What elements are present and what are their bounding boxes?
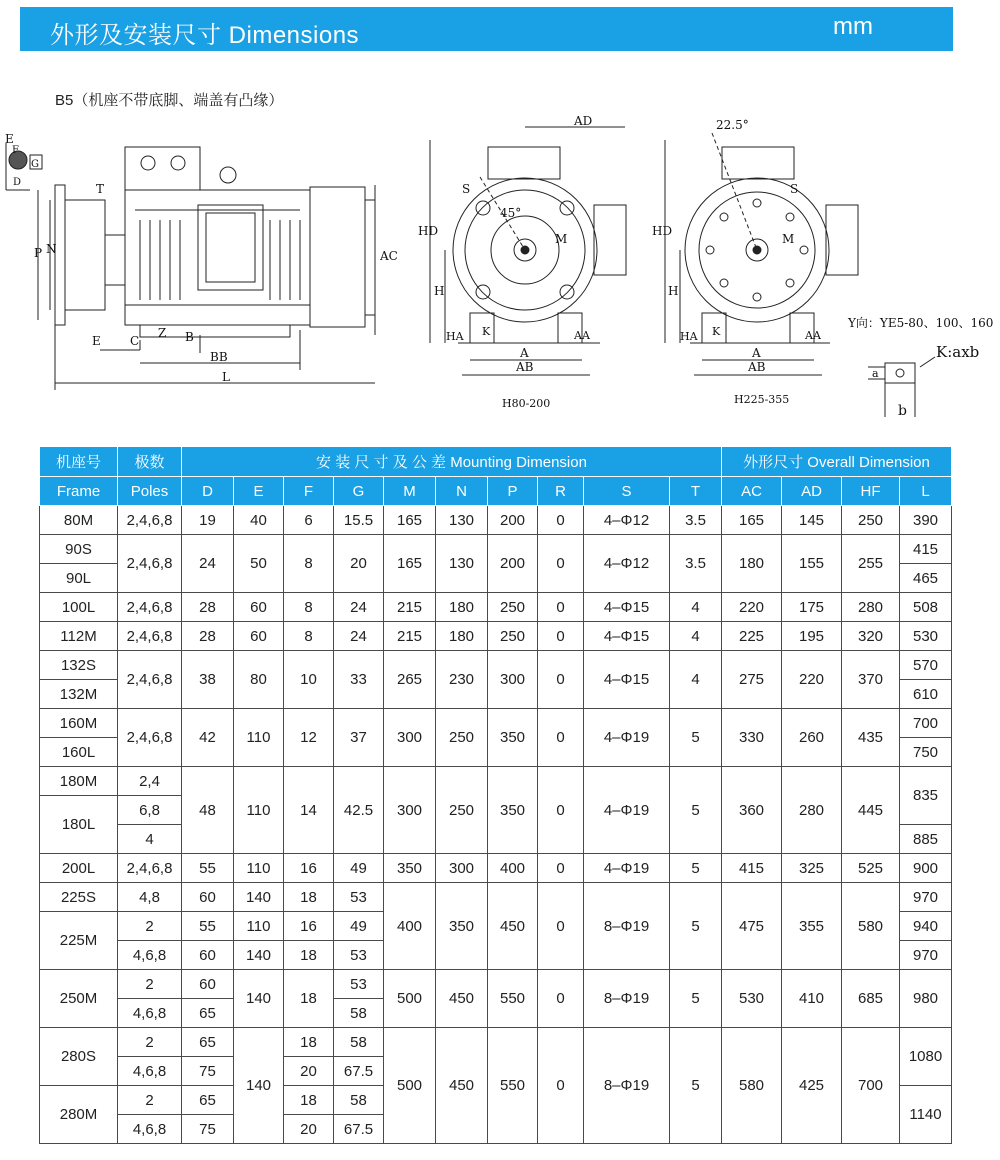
label-b: B (185, 330, 194, 344)
table-cell: 350 (436, 883, 488, 970)
caption-h225-355: H225-355 (734, 393, 790, 406)
dimension-table (39, 446, 952, 1144)
table-cell: 42.5 (334, 767, 384, 854)
table-row (40, 651, 952, 680)
table-cell: 580 (842, 883, 900, 970)
table-cell: 250 (436, 767, 488, 854)
table-cell: 508 (900, 593, 952, 622)
table-cell: 49 (334, 912, 384, 941)
table-cell: 415 (900, 535, 952, 564)
table-cell: 180M (40, 767, 118, 796)
table-cell: 4–Φ12 (584, 506, 670, 535)
header-overall: 外形尺寸 Overall Dimension (722, 447, 952, 477)
table-cell: 8 (284, 593, 334, 622)
label-k-2: K (712, 325, 721, 338)
table-cell: 53 (334, 941, 384, 970)
table-cell: 265 (384, 651, 436, 709)
table-cell: 255 (842, 535, 900, 593)
table-cell: 280M (40, 1086, 118, 1144)
table-cell: 250 (842, 506, 900, 535)
table-cell: 940 (900, 912, 952, 941)
table-cell: 16 (284, 912, 334, 941)
table-cell: 53 (334, 883, 384, 912)
table-cell: 355 (782, 883, 842, 970)
unit-label: mm (833, 13, 873, 40)
table-cell: 970 (900, 941, 952, 970)
header-col: F (284, 477, 334, 506)
table-cell: 300 (384, 709, 436, 767)
label-aa-2: AA (805, 329, 821, 342)
table-cell: 0 (538, 709, 584, 767)
table-cell: 2,4,6,8 (118, 506, 182, 535)
table-cell: 55 (182, 854, 234, 883)
table-cell: 550 (488, 1028, 538, 1144)
dimension-drawing (0, 105, 1000, 435)
table-cell: 4,8 (118, 883, 182, 912)
table-cell: 685 (842, 970, 900, 1028)
table-cell: 400 (488, 854, 538, 883)
label-d: D (13, 177, 22, 188)
label-a-2: A (752, 346, 761, 360)
table-cell: 65 (182, 999, 234, 1028)
table-cell: 450 (436, 1028, 488, 1144)
header-col: S (584, 477, 670, 506)
table-cell: 250 (488, 622, 538, 651)
table-cell: 65 (182, 1028, 234, 1057)
table-row (40, 854, 952, 883)
header-mounting: 安 装 尺 寸 及 公 差 Mounting Dimension (182, 447, 722, 477)
table-cell: 280 (782, 767, 842, 854)
label-h: H (434, 284, 445, 298)
table-cell: 18 (284, 970, 334, 1028)
label-aa: AA (574, 329, 590, 342)
table-row (40, 593, 952, 622)
table-cell: 2 (118, 912, 182, 941)
table-cell: 60 (182, 941, 234, 970)
table-cell: 50 (234, 535, 284, 593)
table-cell: 165 (722, 506, 782, 535)
table-cell: 48 (182, 767, 234, 854)
table-cell: 4–Φ19 (584, 854, 670, 883)
table-cell: 610 (900, 680, 952, 709)
page-title: 外形及安装尺寸 Dimensions (50, 22, 360, 49)
table-cell: 80M (40, 506, 118, 535)
label-ha: HA (446, 330, 464, 343)
table-cell: 4 (670, 593, 722, 622)
table-cell: 525 (842, 854, 900, 883)
table-cell: 5 (670, 709, 722, 767)
table-cell: 0 (538, 883, 584, 970)
header-col: P (488, 477, 538, 506)
table-cell: 225M (40, 912, 118, 970)
table-cell: 49 (334, 854, 384, 883)
table-cell: 280 (842, 593, 900, 622)
label-ab: AB (516, 360, 534, 374)
table-cell: 2,4,6,8 (118, 593, 182, 622)
table-cell: 320 (842, 622, 900, 651)
table-cell: 90L (40, 564, 118, 593)
table-cell: 132S (40, 651, 118, 680)
table-cell: 390 (900, 506, 952, 535)
table-cell: 435 (842, 709, 900, 767)
table-cell: 350 (488, 709, 538, 767)
header-col: M (384, 477, 436, 506)
table-cell: 4–Φ12 (584, 535, 670, 593)
table-row (40, 506, 952, 535)
label-k: K (482, 325, 491, 338)
table-cell: 700 (842, 1028, 900, 1144)
table-cell: 60 (182, 883, 234, 912)
table-body (40, 506, 952, 1144)
table-cell: 140 (234, 941, 284, 970)
table-cell: 140 (234, 1028, 284, 1144)
label-n: N (46, 242, 57, 256)
table-cell: 4–Φ15 (584, 622, 670, 651)
table-cell: 200 (488, 506, 538, 535)
table-cell: 8–Φ19 (584, 883, 670, 970)
table-cell: 4–Φ15 (584, 651, 670, 709)
table-cell: 110 (234, 854, 284, 883)
header-frame-en: Frame (40, 477, 118, 506)
label-m-2: M (782, 232, 795, 246)
label-g: G (31, 159, 39, 170)
table-row (40, 767, 952, 796)
table-cell: 180L (40, 796, 118, 854)
table-cell: 20 (284, 1115, 334, 1144)
table-row (40, 535, 952, 564)
table-cell: 300 (488, 651, 538, 709)
table-cell: 24 (334, 593, 384, 622)
table-cell: 160M (40, 709, 118, 738)
table-cell: 175 (782, 593, 842, 622)
header-col: G (334, 477, 384, 506)
table-cell: 550 (488, 970, 538, 1028)
table-cell: 80 (234, 651, 284, 709)
header-poles-en: Poles (118, 477, 182, 506)
table-cell: 28 (182, 593, 234, 622)
table-cell: 24 (334, 622, 384, 651)
table-cell: 360 (722, 767, 782, 854)
label-angle-22-5: 22.5° (716, 118, 749, 132)
table-cell: 970 (900, 883, 952, 912)
label-hd-2: HD (652, 224, 673, 238)
header-col: D (182, 477, 234, 506)
table-cell: 6,8 (118, 796, 182, 825)
table-cell: 180 (436, 622, 488, 651)
table-cell: 110 (234, 912, 284, 941)
table-cell: 215 (384, 622, 436, 651)
table-cell: 570 (900, 651, 952, 680)
table-cell: 200L (40, 854, 118, 883)
table-row (40, 970, 952, 999)
table-cell: 20 (334, 535, 384, 593)
label-s-2: S (790, 182, 799, 196)
table-cell: 33 (334, 651, 384, 709)
label-a: A (520, 346, 529, 360)
table-cell: 37 (334, 709, 384, 767)
table-cell: 370 (842, 651, 900, 709)
table-cell: 500 (384, 1028, 436, 1144)
table-cell: 160L (40, 738, 118, 767)
table-cell: 220 (782, 651, 842, 709)
table-cell: 180 (436, 593, 488, 622)
table-cell: 165 (384, 535, 436, 593)
table-cell: 8–Φ19 (584, 1028, 670, 1144)
label-f: F (12, 145, 19, 156)
table-cell: 250M (40, 970, 118, 1028)
table-cell: 415 (722, 854, 782, 883)
table-cell: 350 (488, 767, 538, 854)
label-e: E (92, 334, 101, 348)
table-cell: 15.5 (334, 506, 384, 535)
table-cell: 20 (284, 1057, 334, 1086)
table-cell: 60 (234, 593, 284, 622)
table-cell: 225S (40, 883, 118, 912)
table-cell: 0 (538, 593, 584, 622)
table-cell: 4 (118, 825, 182, 854)
table-cell: 67.5 (334, 1115, 384, 1144)
table-row (40, 1028, 952, 1057)
table-cell: 580 (722, 1028, 782, 1144)
table-cell: 1080 (900, 1028, 952, 1086)
table-cell: 835 (900, 767, 952, 825)
table-cell: 40 (234, 506, 284, 535)
table-cell: 10 (284, 651, 334, 709)
table-cell: 42 (182, 709, 234, 767)
header-poles-cn: 极数 (118, 447, 182, 477)
table-cell: 24 (182, 535, 234, 593)
table-cell: 250 (488, 593, 538, 622)
table-cell: 2 (118, 970, 182, 999)
table-cell: 18 (284, 1086, 334, 1115)
side-view (6, 143, 375, 390)
table-cell: 110 (234, 709, 284, 767)
mount-type-subtitle: B5（机座不带底脚、端盖有凸缘） (55, 92, 284, 109)
header-col: L (900, 477, 952, 506)
table-cell: 530 (900, 622, 952, 651)
caption-h80-200: H80-200 (502, 397, 551, 410)
table-cell: 980 (900, 970, 952, 1028)
label-key-a: a (872, 367, 879, 380)
table-cell: 2,4,6,8 (118, 651, 182, 709)
table-cell: 28 (182, 622, 234, 651)
table-cell: 110 (234, 767, 284, 854)
table-cell: 8–Φ19 (584, 970, 670, 1028)
table-cell: 75 (182, 1115, 234, 1144)
table-cell: 0 (538, 651, 584, 709)
table-cell: 2,4,6,8 (118, 535, 182, 593)
table-cell: 58 (334, 999, 384, 1028)
table-cell: 67.5 (334, 1057, 384, 1086)
table-cell: 275 (722, 651, 782, 709)
label-t: T (96, 182, 105, 196)
table-cell: 1140 (900, 1086, 952, 1144)
table-cell: 75 (182, 1057, 234, 1086)
label-z: Z (158, 326, 167, 340)
label-m: M (555, 232, 568, 246)
table-cell: 58 (334, 1028, 384, 1057)
table-cell: 8 (284, 622, 334, 651)
table-cell: 112M (40, 622, 118, 651)
table-cell: 140 (234, 883, 284, 912)
table-cell: 4 (670, 622, 722, 651)
table-cell: 4–Φ19 (584, 767, 670, 854)
label-key-axb: K:axb (936, 343, 980, 361)
header-frame-cn: 机座号 (40, 447, 118, 477)
table-cell: 425 (782, 1028, 842, 1144)
table-cell: 200 (488, 535, 538, 593)
label-c: C (130, 334, 140, 348)
table-cell: 2,4,6,8 (118, 709, 182, 767)
header-col: HF (842, 477, 900, 506)
table-cell: 60 (234, 622, 284, 651)
table-cell: 475 (722, 883, 782, 970)
table-cell: 400 (384, 883, 436, 970)
table-cell: 325 (782, 854, 842, 883)
label-ab-2: AB (748, 360, 766, 374)
table-cell: 5 (670, 767, 722, 854)
table-cell: 5 (670, 883, 722, 970)
table-cell: 4,6,8 (118, 999, 182, 1028)
table-cell: 4–Φ15 (584, 593, 670, 622)
table-cell: 2 (118, 1028, 182, 1057)
table-cell: 5 (670, 1028, 722, 1144)
table-cell: 5 (670, 970, 722, 1028)
table-cell: 230 (436, 651, 488, 709)
table-cell: 6 (284, 506, 334, 535)
label-s: S (462, 182, 471, 196)
label-h-2: H (668, 284, 679, 298)
table-cell: 140 (234, 970, 284, 1028)
table-cell: 450 (488, 883, 538, 970)
table-cell: 3.5 (670, 506, 722, 535)
table-cell: 450 (436, 970, 488, 1028)
header-col: AC (722, 477, 782, 506)
table-cell: 900 (900, 854, 952, 883)
table-cell: 18 (284, 883, 334, 912)
table-cell: 280S (40, 1028, 118, 1086)
label-e-top: E (5, 132, 14, 146)
table-cell: 132M (40, 680, 118, 709)
table-cell: 250 (436, 709, 488, 767)
table-cell: 55 (182, 912, 234, 941)
table-cell: 65 (182, 1086, 234, 1115)
table-cell: 100L (40, 593, 118, 622)
table-row (40, 883, 952, 912)
label-ha-2: HA (680, 330, 698, 343)
table-cell: 300 (384, 767, 436, 854)
table-cell: 260 (782, 709, 842, 767)
table-cell: 53 (334, 970, 384, 999)
table-cell: 445 (842, 767, 900, 854)
table-cell: 145 (782, 506, 842, 535)
header-col: T (670, 477, 722, 506)
table-cell: 330 (722, 709, 782, 767)
table-cell: 4 (670, 651, 722, 709)
table-cell: 0 (538, 854, 584, 883)
table-cell: 90S (40, 535, 118, 564)
table-cell: 410 (782, 970, 842, 1028)
table-cell: 16 (284, 854, 334, 883)
table-cell: 155 (782, 535, 842, 593)
table-cell: 4–Φ19 (584, 709, 670, 767)
table-cell: 8 (284, 535, 334, 593)
label-ad: AD (574, 114, 593, 128)
table-cell: 350 (384, 854, 436, 883)
table-cell: 58 (334, 1086, 384, 1115)
table-cell: 215 (384, 593, 436, 622)
table-cell: 700 (900, 709, 952, 738)
y-direction-note: Y向：YE5-80、100、160 (848, 316, 994, 330)
table-cell: 0 (538, 1028, 584, 1144)
table-cell: 4,6,8 (118, 1057, 182, 1086)
table-cell: 195 (782, 622, 842, 651)
table-cell: 14 (284, 767, 334, 854)
table-cell: 130 (436, 506, 488, 535)
table-cell: 220 (722, 593, 782, 622)
label-key-b: b (898, 403, 907, 419)
table-cell: 5 (670, 854, 722, 883)
table-cell: 12 (284, 709, 334, 767)
table-cell: 3.5 (670, 535, 722, 593)
table-cell: 885 (900, 825, 952, 854)
label-bb: BB (210, 350, 228, 364)
table-cell: 0 (538, 622, 584, 651)
table-cell: 300 (436, 854, 488, 883)
table-cell: 18 (284, 1028, 334, 1057)
table-cell: 2,4 (118, 767, 182, 796)
table-row (40, 709, 952, 738)
label-p: P (34, 246, 43, 260)
table-cell: 2,4,6,8 (118, 622, 182, 651)
table-cell: 38 (182, 651, 234, 709)
table-cell: 19 (182, 506, 234, 535)
header-col: E (234, 477, 284, 506)
table-cell: 225 (722, 622, 782, 651)
table-cell: 180 (722, 535, 782, 593)
label-hd: HD (418, 224, 439, 238)
table-cell: 750 (900, 738, 952, 767)
table-cell: 60 (182, 970, 234, 999)
header-col: AD (782, 477, 842, 506)
table-cell: 130 (436, 535, 488, 593)
table-cell: 0 (538, 506, 584, 535)
table-cell: 4,6,8 (118, 941, 182, 970)
table-cell: 500 (384, 970, 436, 1028)
table-cell: 0 (538, 535, 584, 593)
table-cell: 2 (118, 1086, 182, 1115)
table-cell: 18 (284, 941, 334, 970)
table-cell: 165 (384, 506, 436, 535)
table-cell: 530 (722, 970, 782, 1028)
table-cell: 0 (538, 970, 584, 1028)
table-row (40, 622, 952, 651)
table-cell: 0 (538, 767, 584, 854)
table-cell: 465 (900, 564, 952, 593)
table-cell: 4,6,8 (118, 1115, 182, 1144)
label-l: L (222, 370, 230, 384)
label-ac: AC (380, 249, 398, 263)
table-cell: 2,4,6,8 (118, 854, 182, 883)
header-col: N (436, 477, 488, 506)
header-banner (20, 7, 953, 51)
label-angle-45: 45° (500, 206, 522, 220)
header-col: R (538, 477, 584, 506)
